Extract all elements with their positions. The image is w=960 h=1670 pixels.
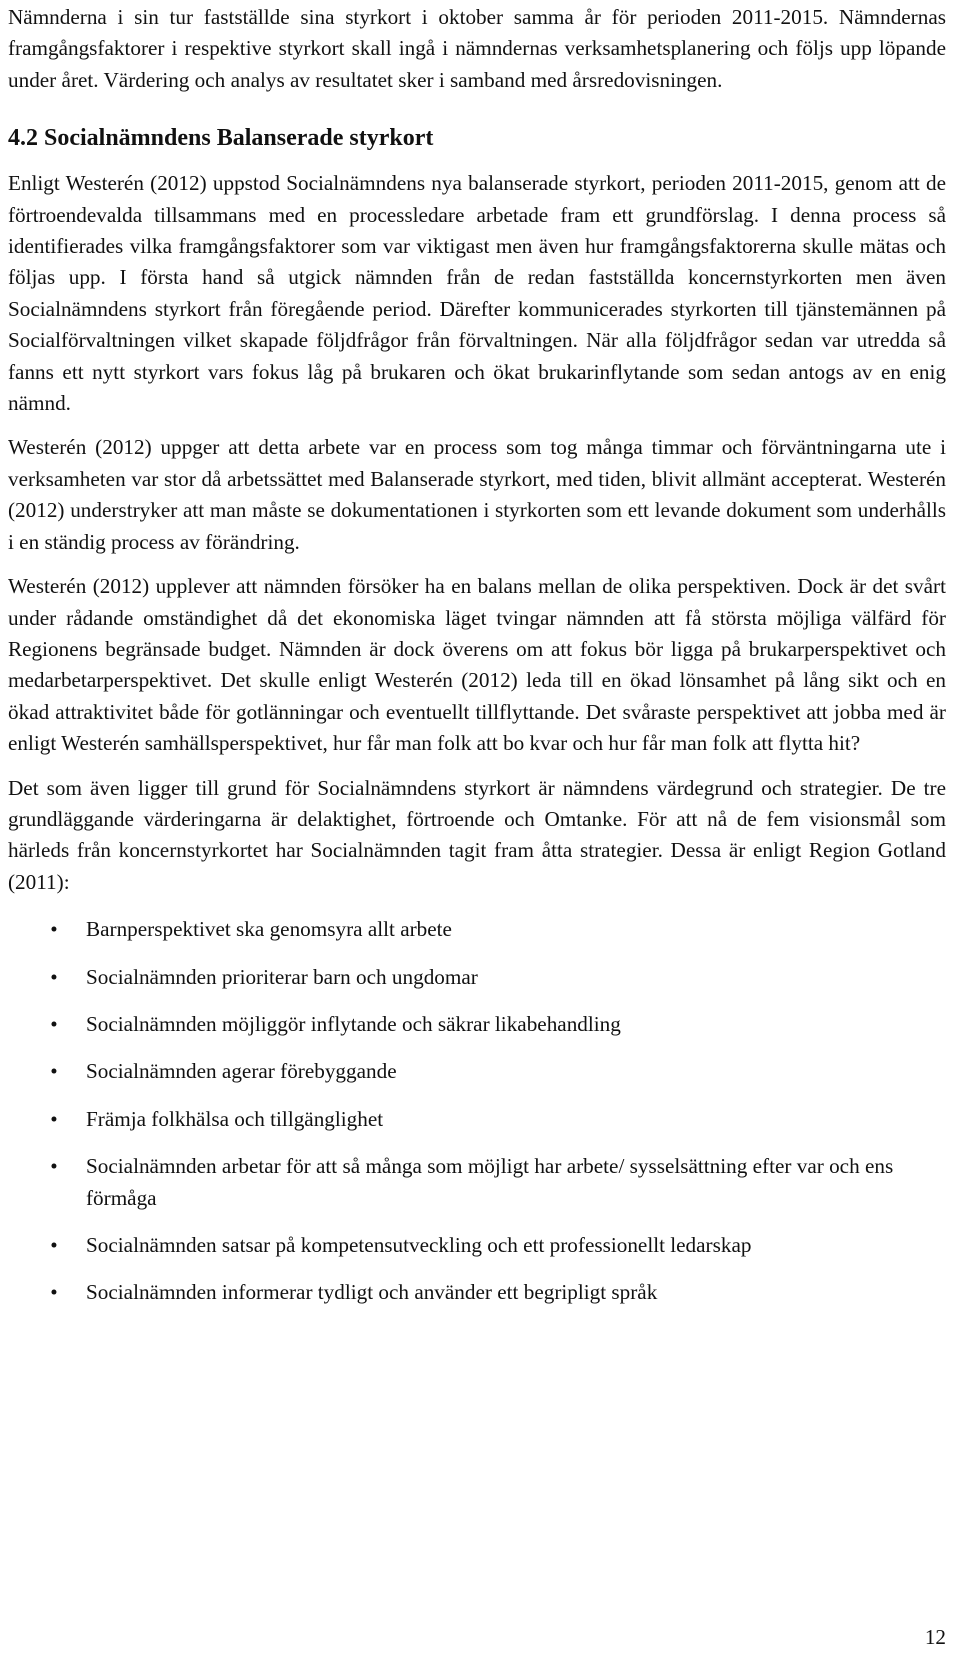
bullet-icon: • [50,1059,58,1084]
strategy-item [8,1056,946,1087]
strategy-item [8,962,946,993]
strategy-item [8,1230,946,1261]
page-number: 12 [924,1625,946,1649]
strategy-text: Barnperspektivet ska genomsyra allt arbete [86,917,452,942]
strategy-list [8,914,946,1309]
body-paragraph: Westerén (2012) upplever att nämnden försöker ha en balans mellan de olika perspektiven. Dock är det svårt under rådande omständighet då det ekonomiska läget tvingar nämnden att få största möjliga välfärd för Regionens begränsade budget. Nämnden är dock överens om att fokus bör ligga på brukarperspektivet och medarbetarperspektivet. Det skulle enligt Westerén (2012) leda till en ökad lönsamhet på lång sikt och en ökad attraktivitet både för gotlänningar och eventuellt tillflyttande. Det svåraste perspektivet att jobba med är enligt Westerén samhällsperspektivet, hur får man folk att bo kvar och hur får man folk att flytta hit? [8,574,946,756]
body-paragraph: Det som även ligger till grund för Socialnämndens styrkort är nämndens värdegrund och strategier. De tre grundläggande värderingarna är delaktighet, förtroende och Omtanke. För att nå de fem visionsmål som härleds från koncernstyrkortet har Socialnämnden tagit fram åtta strategier. Dessa är enligt Region Gotland (2011): [8,775,946,894]
strategy-item [8,1151,946,1214]
strategy-text: Främja folkhälsa och tillgänglighet [86,1106,384,1131]
strategy-text: Socialnämnden satsar på kompetensutveckling och ett professionellt ledarskap [86,1233,752,1257]
strategy-item [8,1009,946,1040]
bullet-icon: • [50,1011,58,1036]
bullet-icon: • [50,1280,58,1305]
bullet-icon: • [50,1106,58,1131]
strategy-item [8,914,946,945]
strategy-text: Socialnämnden informerar tydligt och använder ett begripligt språk [86,1280,658,1305]
bullet-icon: • [50,1233,58,1257]
strategy-item [8,1277,946,1308]
bullet-icon: • [50,917,58,942]
strategy-text: Socialnämnden agerar förebyggande [86,1059,397,1084]
strategy-text: Socialnämnden prioriterar barn och ungdomar [86,964,478,989]
page-content [8,2,946,1325]
strategy-text: Socialnämnden möjliggör inflytande och säkrar likabehandling [86,1011,621,1036]
bullet-icon: • [50,1154,58,1179]
bullet-icon: • [50,964,58,989]
intro-paragraph: Nämnderna i sin tur fastställde sina styrkort i oktober samma år för perioden 2011-2015. Nämndernas framgångsfaktorer i respektive styrkort skall ingå i nämndernas verksamhetsplanering och följs upp löpande under året. Värdering och analys av resultatet sker i samband med årsredovisningen. [8,5,946,92]
body-paragraph: Enligt Westerén (2012) uppstod Socialnämndens nya balanserade styrkort, perioden 2011-2015, genom att de förtroendevalda tillsammans med en processledare arbetade fram ett grundförslag. I denna process så identifierades vilka framgångsfaktorer som var viktigast men även hur framgångsfaktorerna skulle mätas och följas upp. I första hand så utgick nämnden från de redan fastställda koncernstyrkorten men även Socialnämndens styrkort från föregående period. Därefter kommunicerades styrkorten till tjänstemännen på Socialförvaltningen vilket skapade följdfrågor från förvaltningen. När alla följdfrågor sedan var utredda så fanns ett nytt styrkort vars fokus låg på brukaren och ökat brukarinflytande som sedan antogs av en enig nämnd. [8,171,946,416]
section-heading: 4.2 Socialnämndens Balanserade styrkort [8,125,434,152]
strategy-item [8,1104,946,1135]
strategy-text: Socialnämnden arbetar för att så många som möjligt har arbete/ sysselsättning efter var och ens förmåga [86,1154,894,1210]
body-paragraph: Westerén (2012) uppger att detta arbete var en process som tog många timmar och förväntningarna ute i verksamheten var stor då arbetssättet med Balanserade styrkort, med tiden, blivit allmänt accepterat. Westerén (2012) understryker att man måste se dokumentationen i styrkorten som ett levande dokument som underhålls i en ständig process av förändring. [8,435,946,554]
